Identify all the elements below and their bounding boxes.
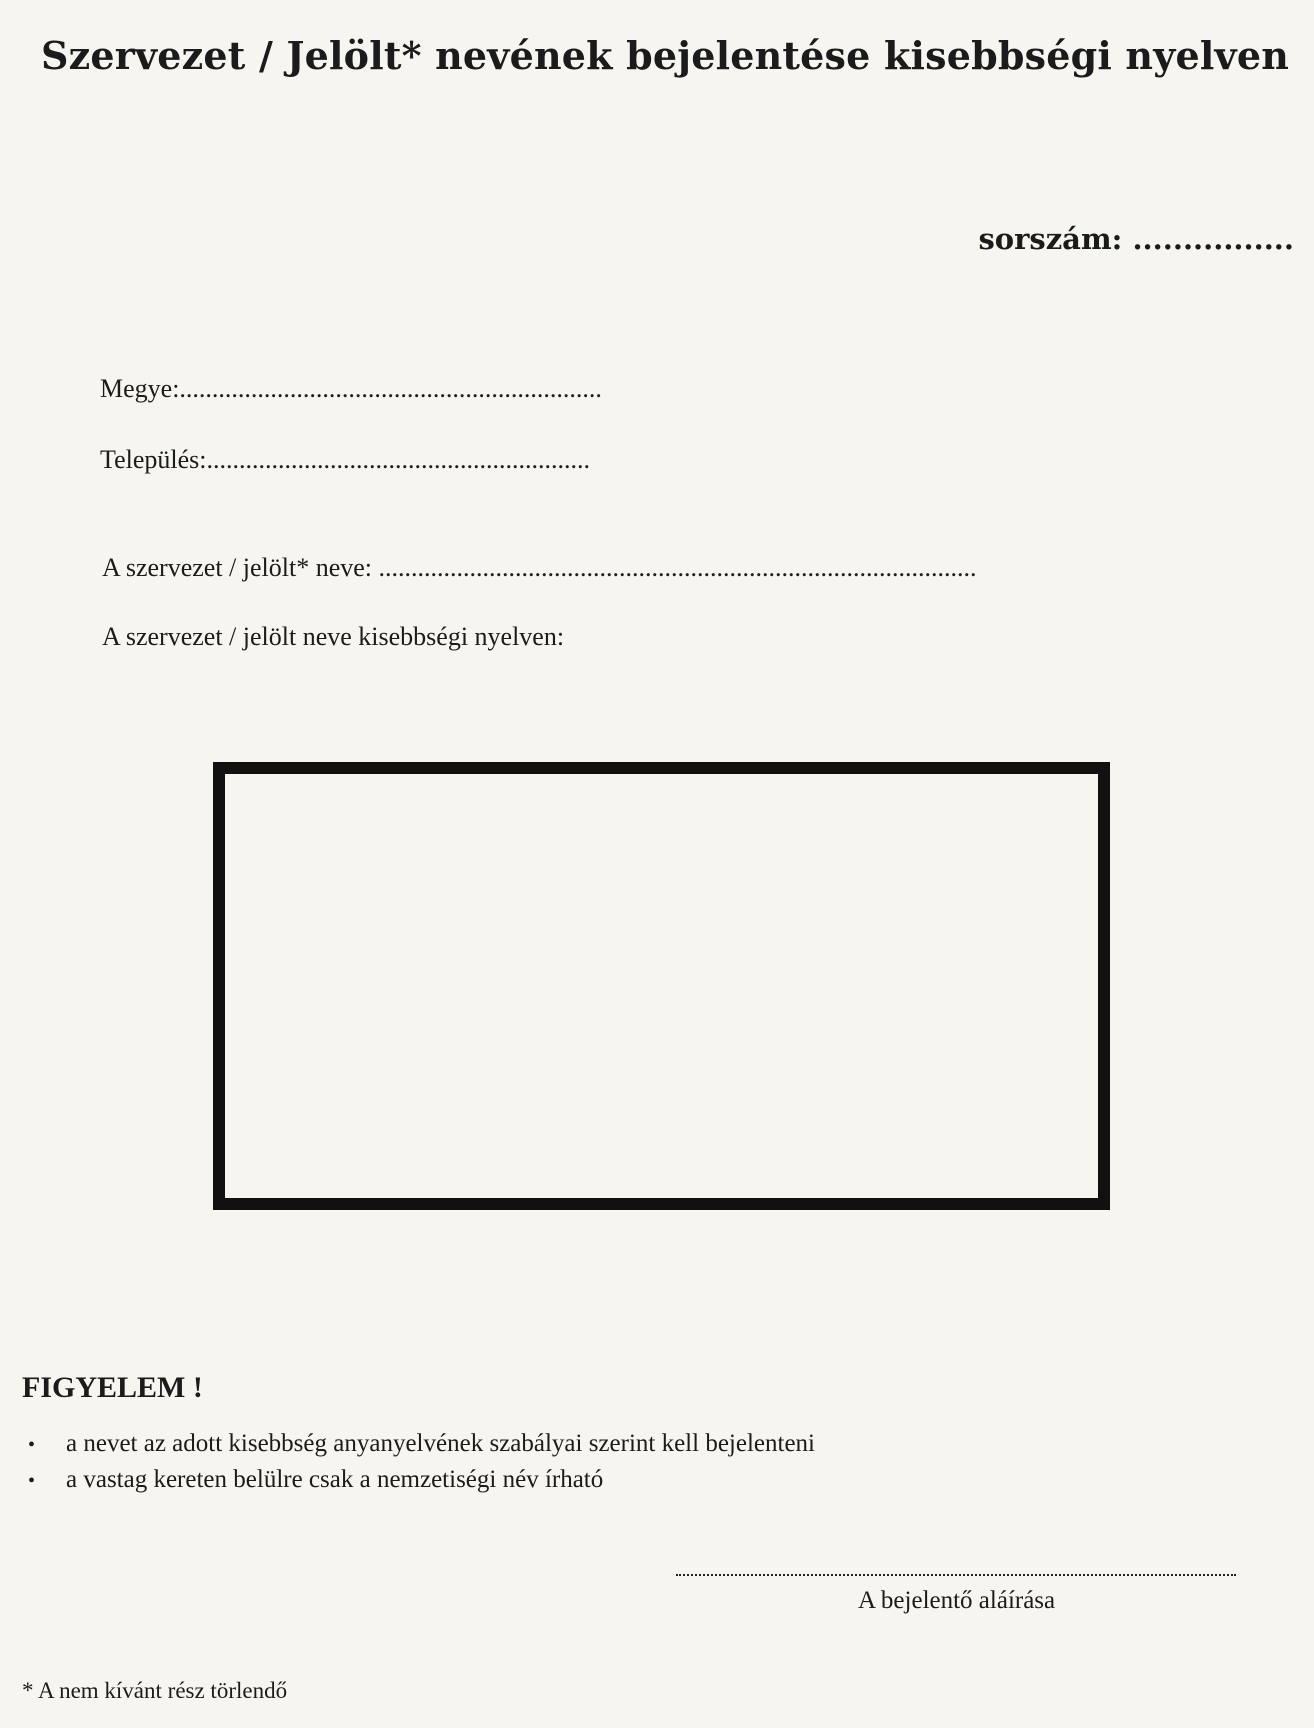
signature-label: A bejelentő aláírása bbox=[858, 1587, 1056, 1614]
list-item bbox=[28, 1426, 815, 1462]
bullet-icon: • bbox=[28, 1434, 36, 1456]
footnote: * A nem kívánt rész törlendő bbox=[22, 1678, 288, 1703]
signature-line bbox=[676, 1574, 1236, 1576]
warning-list bbox=[28, 1426, 815, 1498]
organization-name-field: A szervezet / jelölt* neve: ............................................................................................ bbox=[102, 553, 977, 582]
minority-language-name-label: A szervezet / jelölt neve kisebbségi nyelven: bbox=[102, 622, 565, 651]
minority-name-box bbox=[213, 762, 1110, 1210]
list-item bbox=[28, 1462, 815, 1498]
serial-number: sorszám: ................ bbox=[978, 222, 1294, 256]
settlement-field: Település:........................................................... bbox=[100, 445, 590, 474]
warning-item-text: a vastag kereten belülre csak a nemzetiségi név írható bbox=[66, 1466, 604, 1493]
warning-item-text: a nevet az adott kisebbség anyanyelvének szabályai szerint kell bejelenteni bbox=[66, 1430, 815, 1457]
page-title: Szervezet / Jelölt* nevének bejelentése kisebbségi nyelven bbox=[40, 33, 1290, 78]
warning-heading: FIGYELEM ! bbox=[22, 1371, 203, 1404]
county-field: Megye:................................................................. bbox=[100, 374, 602, 403]
bullet-icon: • bbox=[28, 1470, 36, 1492]
